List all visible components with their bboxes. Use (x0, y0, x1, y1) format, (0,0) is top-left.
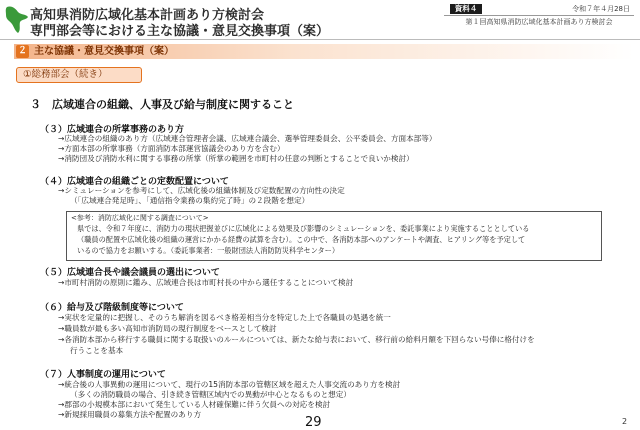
topic-heading: ３ 広域連合の組織、人事及び給与制度に関すること (30, 98, 294, 111)
item-line: 行うことを基本 (70, 346, 124, 355)
reference-note-box (66, 211, 602, 261)
page-number: 29 (305, 415, 322, 430)
reference-box (444, 3, 634, 31)
item-line: （多くの消防職員の場合、引き続き管轄区域内での異動が中心となるものと想定） (70, 390, 351, 399)
item-line: →広域連合の組織のあり方（広域連合管理者会議、広域連合議会、選挙管理委員会、公平委員会、方面本部等） (58, 134, 437, 143)
subsection-label: ①総務部会（続き） (23, 69, 108, 80)
doc-date: 令和７年４月28日 (572, 5, 630, 13)
item-heading: （５）広域連合長や議会議員の選出について (40, 268, 220, 278)
item-heading: （４）広域連合の組織ごとの定数配置について (40, 177, 229, 187)
item-line: →シミュレーションを参考にして、広域化後の組織体制及び定数配置の方向性の決定 (58, 186, 345, 195)
doc-tag: 資料４ (450, 4, 482, 14)
item-line: →消防団及び消防水利に関する事務の所掌（所掌の範囲を市町村の任意の判断とすることで良いか検討） (58, 154, 414, 163)
item-line: →統合後の人事異動の運用について、現行の15消防本部の管轄区域を超えた人事交流のあり方を検討 (58, 380, 401, 389)
document-title: 高知県消防広域化基本計画あり方検討会 (30, 8, 265, 23)
note-line: 県では、令和７年度に、消防力の現状把握並びに広域化による効果及び影響のシミュレーションを、委託事業により実施することとしている (77, 224, 530, 233)
note-line: （職員の配置や広域化後の組織の運営にかかる経費の試算を含む）。この中で、各消防本部へのアンケートや調査、ヒアリング等を予定して (77, 235, 526, 244)
section-bar (14, 44, 634, 59)
subsection-label-box (16, 67, 142, 83)
item-line: →職員数が最も多い高知市消防局の現行制度をベースとして検討 (58, 324, 277, 333)
item-line: →方面本部の所掌事務（方面消防本部運営協議会のあり方を含む） (58, 144, 285, 153)
item-heading: （３）広域連合の所掌事務のあり方 (40, 125, 185, 135)
header-divider (0, 39, 640, 40)
section-number: ２ (17, 46, 27, 56)
item-line: →各消防本部から移行する職員に関する取扱いのルールについては、新たな給与表において、移行前の給料月額を下回らない号俸に格付けを (58, 335, 535, 344)
item-heading: （７）人事制度の運用について (40, 370, 166, 380)
document-subtitle: 専門部会等における主な協議・意見交換事項（案） (30, 24, 330, 39)
header (0, 0, 640, 38)
item-line: →新規採用職員の募集方法や配置のあり方 (58, 410, 202, 419)
meeting-name: 第１回高知県消防広域化基本計画あり方検討会 (465, 18, 613, 26)
slide-number: 2 (622, 417, 628, 426)
note-line: いるので協力をお願いする。（委託事業者：一般財団法人消防防災科学センター） (77, 246, 340, 255)
note-title: <参考：消防広域化に関する調査について> (71, 214, 209, 222)
item-line: （「広域連合発足時」、「通信指令業務の集約完了時」の２段階を想定） (70, 196, 310, 205)
section-title: 主な協議・意見交換事項（案） (34, 46, 174, 57)
item-line: →郡部の小規模本部において発生している人材確保難に伴う欠員への対応を検討 (58, 400, 331, 409)
item-line: →実状を定量的に把握し、そのうち解消を図るべき格差相当分を特定した上で各職員の処遇を統一 (58, 313, 391, 322)
kochi-prefecture-map-icon (4, 3, 30, 35)
item-heading: （６）給与及び階級制度等について (40, 303, 184, 313)
item-line: →市町村消防の原則に鑑み、広域連合長は市町村長の中から選任することについて検討 (58, 278, 354, 287)
